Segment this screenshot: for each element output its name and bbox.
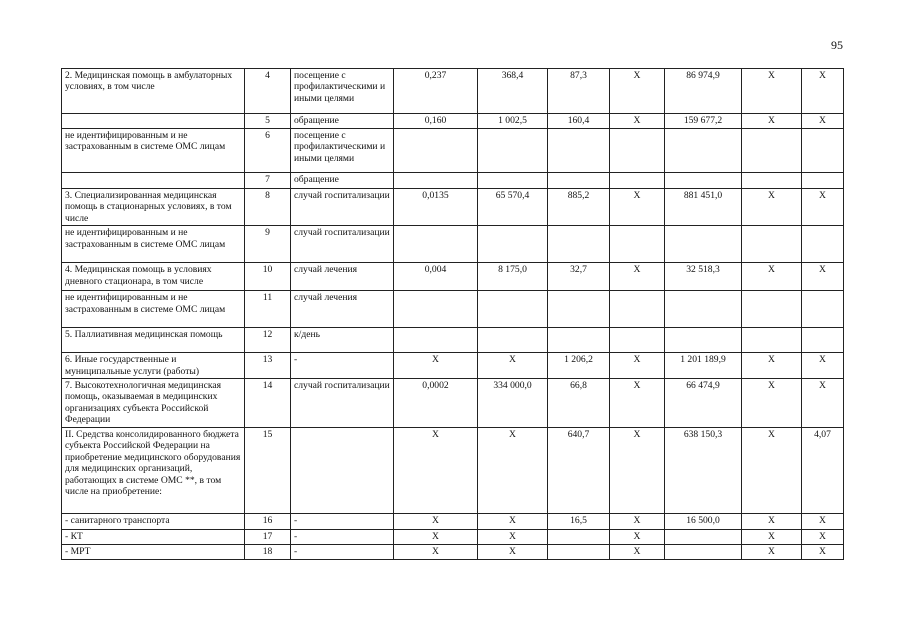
value-cell [742, 173, 802, 189]
value-cell: X [802, 530, 844, 545]
value-cell [802, 226, 844, 263]
value-cell: 1 002,5 [478, 114, 548, 129]
page-number: 95 [831, 38, 843, 52]
value-cell: 334 000,0 [478, 379, 548, 428]
table-row [62, 69, 844, 114]
value-cell [548, 530, 610, 545]
value-cell [548, 291, 610, 328]
table-row [62, 514, 844, 530]
value-cell: X [478, 514, 548, 530]
table-row [62, 189, 844, 226]
value-cell [665, 173, 742, 189]
value-cell [665, 328, 742, 353]
value-cell: X [802, 263, 844, 291]
value-cell [665, 291, 742, 328]
value-cell: X [802, 69, 844, 114]
row-number: 7 [245, 173, 291, 189]
value-cell: 1 201 189,9 [665, 353, 742, 379]
row-number: 9 [245, 226, 291, 263]
value-cell [394, 328, 478, 353]
row-name: - КТ [62, 530, 245, 545]
table-row [62, 530, 844, 545]
value-cell: X [394, 545, 478, 560]
row-name: 5. Паллиативная медицинская помощь [62, 328, 245, 353]
unit-cell: - [291, 514, 394, 530]
unit-cell: к/день [291, 328, 394, 353]
row-number: 17 [245, 530, 291, 545]
value-cell: X [802, 189, 844, 226]
row-name: 6. Иные государственные и муниципальные услуги (работы) [62, 353, 245, 379]
row-name: 7. Высокотехнологичная медицинская помощь, оказываемая в медицинских организациях субъекта Российской Федерации [62, 379, 245, 428]
row-number: 4 [245, 69, 291, 114]
row-number: 10 [245, 263, 291, 291]
value-cell [742, 291, 802, 328]
unit-cell [291, 428, 394, 514]
value-cell [802, 291, 844, 328]
value-cell: 640,7 [548, 428, 610, 514]
value-cell: X [610, 379, 665, 428]
value-cell: X [742, 530, 802, 545]
value-cell: X [802, 545, 844, 560]
unit-cell: - [291, 353, 394, 379]
row-number: 12 [245, 328, 291, 353]
value-cell: 881 451,0 [665, 189, 742, 226]
row-name: 2. Медицинская помощь в амбулаторных условиях, в том числе [62, 69, 245, 114]
unit-cell: посещение с профилактическими и иными целями [291, 129, 394, 173]
value-cell [548, 226, 610, 263]
value-cell [610, 291, 665, 328]
unit-cell: - [291, 545, 394, 560]
value-cell: X [742, 545, 802, 560]
value-cell: 638 150,3 [665, 428, 742, 514]
value-cell [478, 328, 548, 353]
value-cell: X [742, 114, 802, 129]
row-name: не идентифицированным и не застрахованным в системе ОМС лицам [62, 226, 245, 263]
value-cell [394, 129, 478, 173]
value-cell: X [742, 69, 802, 114]
value-cell [610, 173, 665, 189]
table-row [62, 226, 844, 263]
row-number: 13 [245, 353, 291, 379]
value-cell: X [742, 263, 802, 291]
row-name [62, 114, 245, 129]
unit-cell: посещение с профилактическими и иными целями [291, 69, 394, 114]
unit-cell: - [291, 530, 394, 545]
table-row [62, 114, 844, 129]
unit-cell: случай лечения [291, 263, 394, 291]
budget-table [61, 68, 844, 560]
table-row [62, 428, 844, 514]
value-cell [665, 129, 742, 173]
table-row [62, 379, 844, 428]
value-cell: X [802, 514, 844, 530]
value-cell: X [742, 514, 802, 530]
value-cell [548, 129, 610, 173]
value-cell [802, 129, 844, 173]
row-number: 8 [245, 189, 291, 226]
row-number: 11 [245, 291, 291, 328]
value-cell: X [610, 114, 665, 129]
row-name: не идентифицированным и не застрахованным в системе ОМС лицам [62, 291, 245, 328]
row-number: 5 [245, 114, 291, 129]
value-cell: 368,4 [478, 69, 548, 114]
value-cell: X [802, 379, 844, 428]
value-cell: 65 570,4 [478, 189, 548, 226]
value-cell [548, 328, 610, 353]
value-cell [665, 530, 742, 545]
value-cell: 32 518,3 [665, 263, 742, 291]
value-cell: 16 500,0 [665, 514, 742, 530]
value-cell: 86 974,9 [665, 69, 742, 114]
value-cell: X [742, 428, 802, 514]
value-cell [478, 129, 548, 173]
row-number: 18 [245, 545, 291, 560]
value-cell: X [478, 428, 548, 514]
value-cell: 4,07 [802, 428, 844, 514]
row-name: не идентифицированным и не застрахованным в системе ОМС лицам [62, 129, 245, 173]
value-cell: 159 677,2 [665, 114, 742, 129]
table-row [62, 328, 844, 353]
row-name: II. Средства консолидированного бюджета субъекта Российской Федерации на приобретение медицинского оборудования для медицинских организаций, работающих в системе ОМС **, в том числе на приобретение: [62, 428, 245, 514]
unit-cell: случай лечения [291, 291, 394, 328]
unit-cell: случай госпитализации [291, 189, 394, 226]
value-cell: 32,7 [548, 263, 610, 291]
table-row [62, 263, 844, 291]
value-cell: X [394, 514, 478, 530]
value-cell: X [478, 530, 548, 545]
value-cell [478, 291, 548, 328]
row-number: 15 [245, 428, 291, 514]
row-name: - санитарного транспорта [62, 514, 245, 530]
row-number: 6 [245, 129, 291, 173]
value-cell: X [610, 69, 665, 114]
value-cell: 87,3 [548, 69, 610, 114]
value-cell: X [742, 379, 802, 428]
value-cell [610, 129, 665, 173]
value-cell [394, 291, 478, 328]
value-cell: X [610, 514, 665, 530]
row-name [62, 173, 245, 189]
value-cell [394, 173, 478, 189]
value-cell: 66,8 [548, 379, 610, 428]
value-cell: X [802, 114, 844, 129]
table-row [62, 129, 844, 173]
value-cell: X [610, 189, 665, 226]
row-name: 4. Медицинская помощь в условиях дневного стационара, в том числе [62, 263, 245, 291]
row-name: - МРТ [62, 545, 245, 560]
value-cell: 160,4 [548, 114, 610, 129]
value-cell [665, 545, 742, 560]
value-cell: 0,160 [394, 114, 478, 129]
value-cell [610, 226, 665, 263]
value-cell: X [610, 530, 665, 545]
value-cell: 1 206,2 [548, 353, 610, 379]
value-cell: X [610, 263, 665, 291]
value-cell: X [478, 545, 548, 560]
table-row [62, 173, 844, 189]
unit-cell: случай госпитализации [291, 226, 394, 263]
value-cell: 885,2 [548, 189, 610, 226]
row-number: 14 [245, 379, 291, 428]
value-cell: 16,5 [548, 514, 610, 530]
value-cell [742, 226, 802, 263]
value-cell: 8 175,0 [478, 263, 548, 291]
value-cell: X [802, 353, 844, 379]
row-name: 3. Специализированная медицинская помощь в стационарных условиях, в том числе [62, 189, 245, 226]
value-cell: 0,004 [394, 263, 478, 291]
value-cell [478, 173, 548, 189]
value-cell [802, 328, 844, 353]
value-cell [478, 226, 548, 263]
value-cell: X [610, 428, 665, 514]
table-row [62, 353, 844, 379]
value-cell [548, 545, 610, 560]
value-cell [665, 226, 742, 263]
unit-cell: обращение [291, 173, 394, 189]
value-cell: 66 474,9 [665, 379, 742, 428]
value-cell: X [610, 353, 665, 379]
table-row [62, 545, 844, 560]
value-cell: X [394, 530, 478, 545]
value-cell: X [742, 189, 802, 226]
value-cell: 0,0002 [394, 379, 478, 428]
value-cell: 0,0135 [394, 189, 478, 226]
value-cell [394, 226, 478, 263]
value-cell: X [610, 545, 665, 560]
value-cell: X [478, 353, 548, 379]
value-cell: 0,237 [394, 69, 478, 114]
value-cell: X [394, 428, 478, 514]
unit-cell: обращение [291, 114, 394, 129]
value-cell: X [742, 353, 802, 379]
value-cell: X [394, 353, 478, 379]
value-cell [742, 129, 802, 173]
row-number: 16 [245, 514, 291, 530]
table-row [62, 291, 844, 328]
value-cell [802, 173, 844, 189]
value-cell [548, 173, 610, 189]
value-cell [742, 328, 802, 353]
value-cell [610, 328, 665, 353]
unit-cell: случай госпитализации [291, 379, 394, 428]
